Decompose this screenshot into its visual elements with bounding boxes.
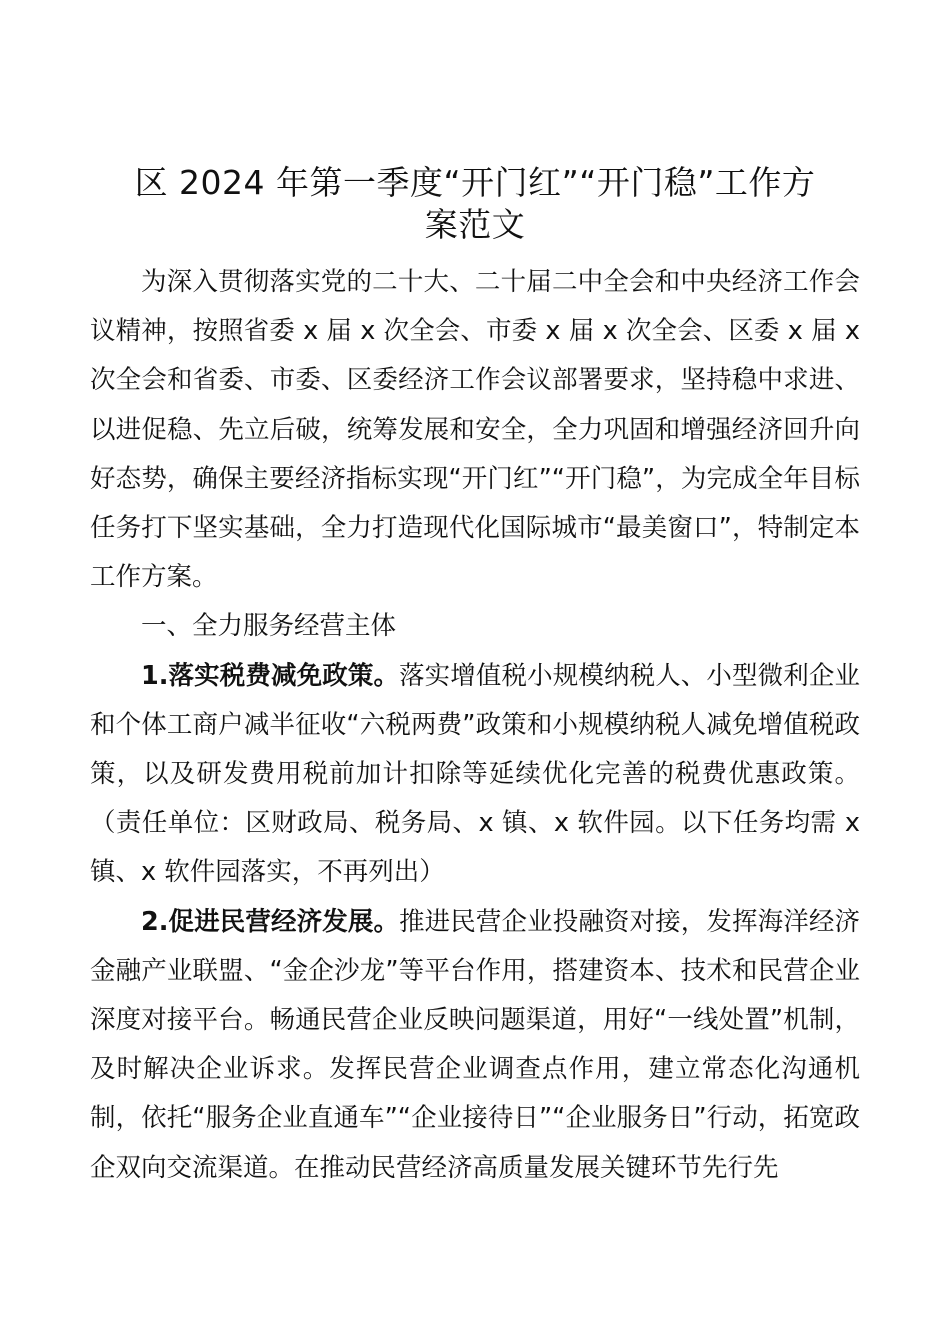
section-heading-1: 一、全力服务经营主体 <box>141 611 397 642</box>
title-line-2: 案范文 <box>424 205 526 244</box>
item-1-paragraph <box>90 652 860 898</box>
document-title <box>90 162 860 246</box>
item-1-lead: 1.落实税费减免政策。 <box>141 660 400 691</box>
item-2-paragraph <box>90 898 860 1193</box>
item-2-body: 推进民营企业投融资对接，发挥海洋经济金融产业联盟、“金企沙龙”等平台作用，搭建资本、技术和民营企业深度对接平台。畅通民营企业反映问题渠道，用好“一线处置”机制，及时解决企业诉求。发挥民营企业调查点作用，建立常态化沟通机制，依托“服务企业直通车”“企业接待日”“企业服务日”行动，拓宽政企双向交流渠道。在推动民营经济高质量发展关键环节先行先 <box>90 906 860 1183</box>
title-line-1: 区 2024 年第一季度“开门红”“开门稳”工作方 <box>134 163 816 202</box>
item-1-body: 落实增值税小规模纳税人、小型微利企业和个体工商户减半征收“六税两费”政策和小规模纳税人减免增值税政策，以及研发费用税前加计扣除等延续优化完善的税费优惠政策。（责任单位：区财政局、税务局、x 镇、x 软件园。以下任务均需 x 镇、x 软件园落实，不再列出） <box>90 660 860 888</box>
item-2-lead: 2.促进民营经济发展。 <box>141 906 400 937</box>
intro-paragraph: 为深入贯彻落实党的二十大、二十届二中全会和中央经济工作会议精神，按照省委 x 届 x 次全会、市委 x 届 x 次全会、区委 x 届 x 次全会和省委、市委、区委经济工作会议部署要求，坚持稳中求进、以进促稳、先立后破，统筹发展和安全，全力巩固和增强经济回升向好态势，确保主要经济指标实现“开门红”“开门稳”，为完成全年目标任务打下坚实基础，全力打造现代化国际城市“最美窗口”，特制定本工作方案。 <box>90 267 860 593</box>
document-page <box>90 162 860 1193</box>
